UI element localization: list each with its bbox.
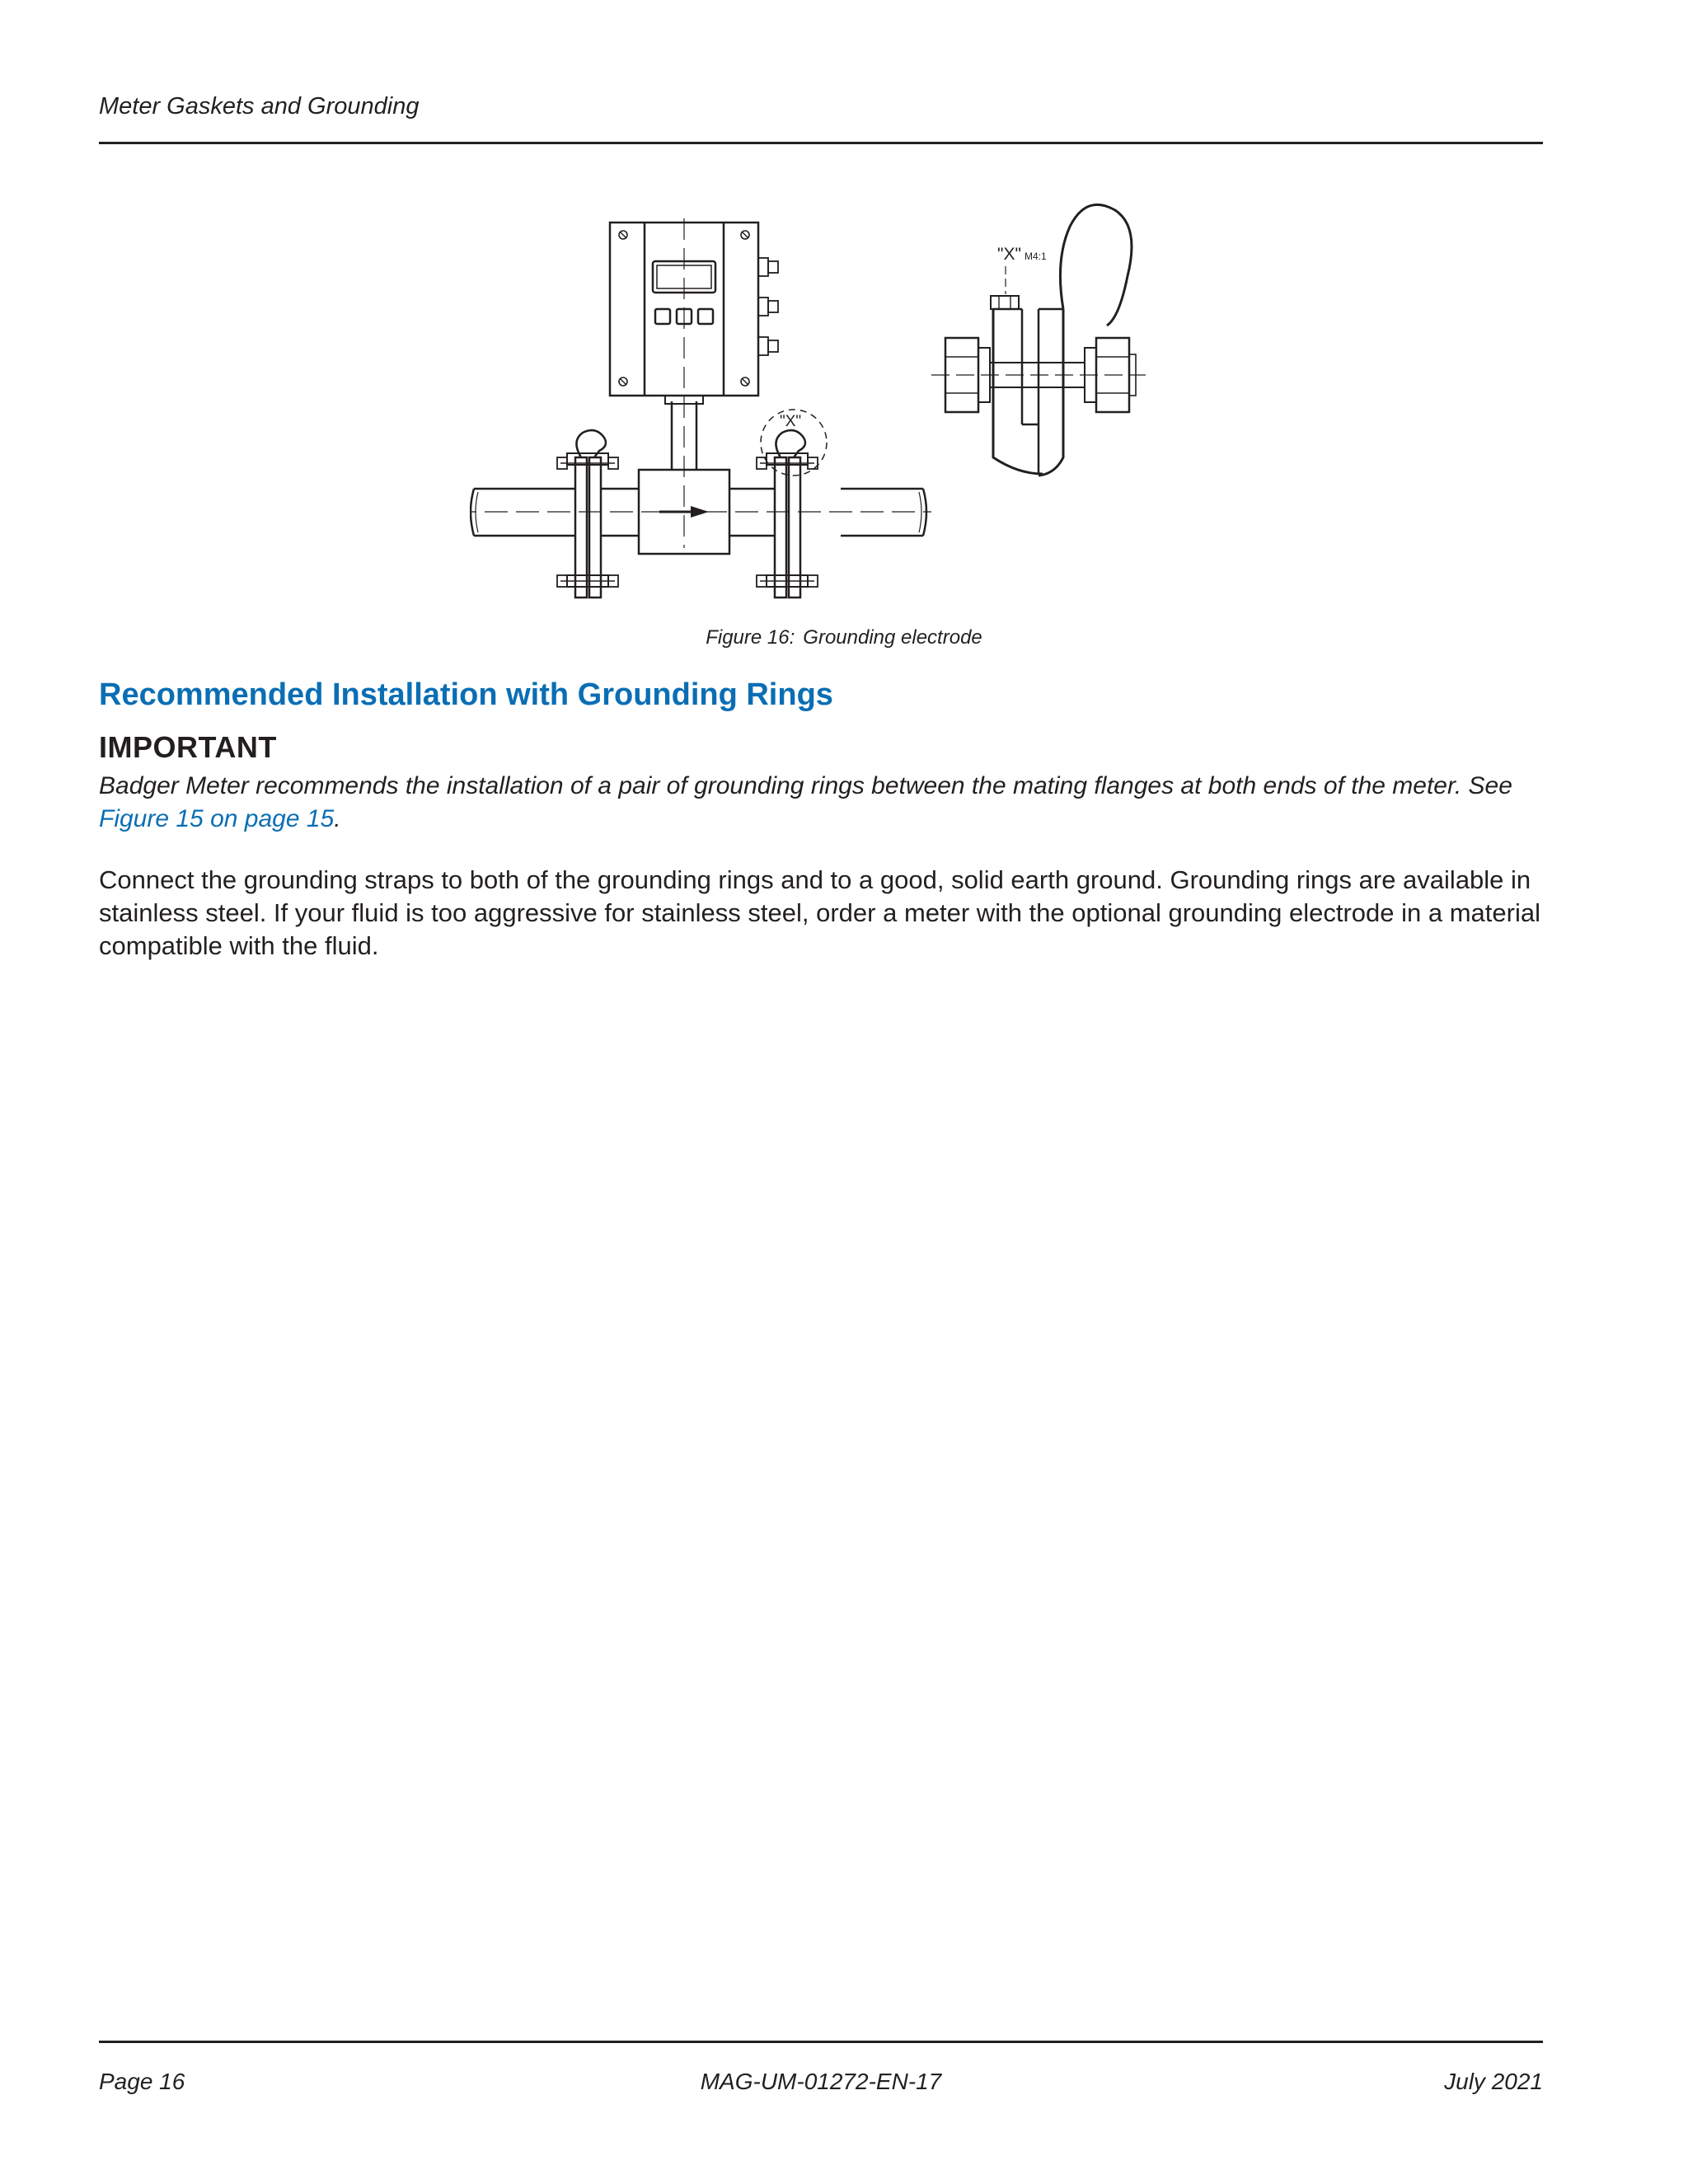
cable-gland-icon (758, 258, 768, 276)
flange-left (557, 430, 618, 598)
footer-rule (99, 2041, 1543, 2043)
page-number: Page 16 (99, 2069, 185, 2094)
publication-date: July 2021 (1444, 2069, 1543, 2094)
important-paragraph (99, 770, 1550, 836)
document-id: MAG-UM-01272-EN-17 (700, 2069, 942, 2094)
important-text: Badger Meter recommends the installation of a pair of grounding rings between the mating flanges at both ends of the meter. See (99, 772, 1512, 799)
grounding-electrode-figure (470, 185, 1179, 618)
figure-caption (0, 626, 1688, 649)
detail-scale: M4:1 (1025, 251, 1047, 262)
important-end: . (334, 805, 341, 832)
figure-caption-text: Grounding electrode (803, 626, 982, 649)
header-rule (99, 142, 1543, 144)
running-header: Meter Gaskets and Grounding (99, 93, 420, 120)
detail-title: "X" (997, 245, 1021, 264)
detail-view (931, 204, 1146, 476)
detail-marker-label: "X" (780, 413, 802, 430)
body-paragraph: Connect the grounding straps to both of the grounding rings and to a good, solid earth ground. Grounding rings are available in stainless steel. If your fluid is too aggressive for stainless steel, order a meter with the optional grounding electrode in a material compatible with the fluid. (99, 865, 1540, 960)
meter-drawing (470, 185, 1179, 618)
keypad-button-1 (655, 309, 670, 324)
transmitter-housing (610, 223, 778, 396)
flange-right (757, 430, 818, 598)
figure-15-link[interactable]: Figure 15 on page 15 (99, 805, 335, 832)
section-heading: Recommended Installation with Grounding Rings (99, 677, 833, 712)
figure-caption-number: Figure 16: (706, 626, 795, 649)
keypad-button-3 (698, 309, 713, 324)
important-label: IMPORTANT (99, 730, 277, 764)
